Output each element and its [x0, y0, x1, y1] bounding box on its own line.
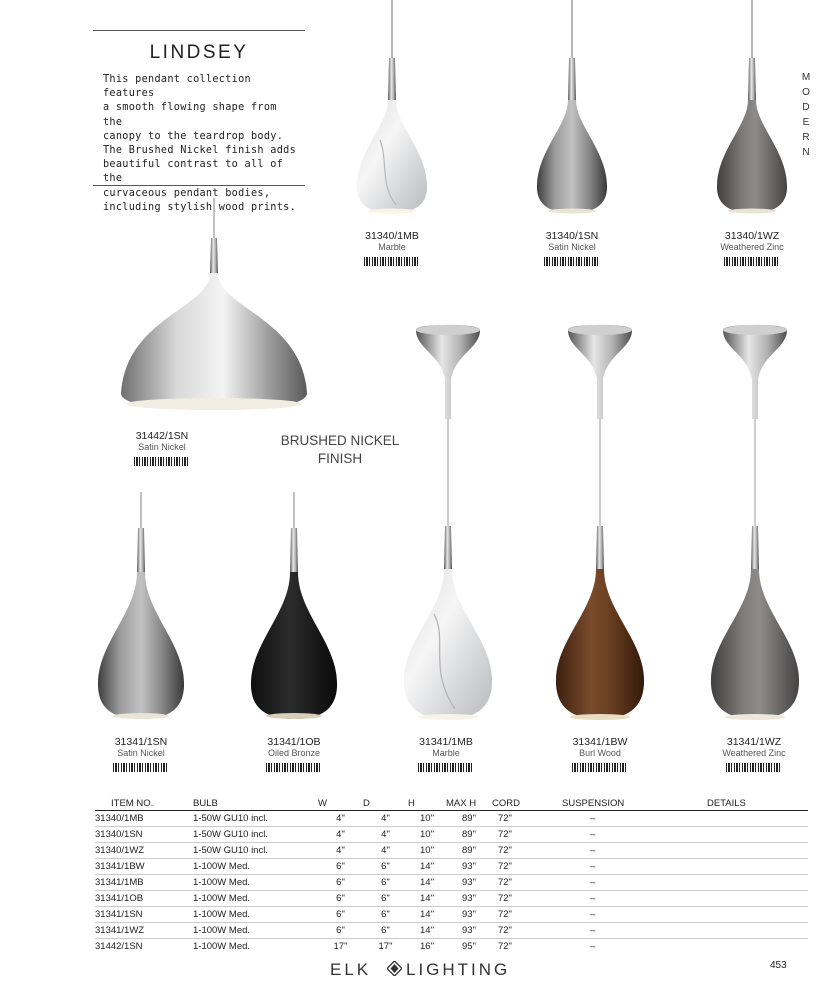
table-cell: 31341/1WZ — [95, 923, 193, 939]
table-cell: 31341/1BW — [95, 859, 193, 875]
barcode — [544, 257, 600, 266]
table-cell: 14" — [408, 907, 446, 923]
column-header: CORD — [492, 797, 562, 811]
table-cell: 4" — [363, 843, 408, 859]
table-cell: 72" — [492, 907, 562, 923]
table-cell: 89" — [446, 827, 492, 843]
table-cell: – — [562, 811, 707, 827]
barcode — [266, 763, 322, 772]
page-number: 453 — [770, 960, 787, 971]
table-cell: – — [562, 843, 707, 859]
product-caption — [337, 230, 447, 266]
side-label-letter: N — [802, 147, 812, 158]
table-row — [95, 891, 808, 907]
product-caption — [697, 230, 807, 266]
product-caption — [517, 230, 627, 266]
diamond-icon — [387, 961, 402, 976]
pendant-31341-1sn — [95, 492, 187, 724]
column-header: SUSPENSION — [562, 797, 707, 811]
product-finish: Weathered Zinc — [720, 242, 784, 252]
description-line: This pendant collection features — [103, 74, 251, 100]
table-cell: 1-100W Med. — [193, 923, 318, 939]
elk-lighting-logo — [330, 958, 540, 982]
table-cell: – — [562, 907, 707, 923]
table-row — [95, 811, 808, 827]
product-caption — [86, 736, 196, 772]
pendant-31442-1sn — [118, 198, 313, 416]
table-cell: 10" — [408, 811, 446, 827]
intro-box — [93, 30, 305, 213]
table-cell: 10" — [408, 843, 446, 859]
table-cell: 93" — [446, 875, 492, 891]
table-cell: 31340/1SN — [95, 827, 193, 843]
collection-description — [103, 73, 299, 215]
product-finish: Oiled Bronze — [267, 748, 321, 758]
product-code: 31340/1MB — [365, 230, 419, 242]
description-line: a smooth flowing shape from the — [103, 102, 277, 128]
collection-title: LINDSEY — [149, 42, 249, 63]
column-header: D — [363, 797, 408, 811]
table-cell: – — [562, 875, 707, 891]
barcode — [134, 457, 190, 466]
table-cell: 31341/1OB — [95, 891, 193, 907]
product-caption — [391, 736, 501, 772]
table-row — [95, 907, 808, 923]
description-line: canopy to the teardrop body. — [103, 130, 284, 142]
product-caption — [239, 736, 349, 772]
product-code: 31341/1OB — [267, 736, 321, 748]
table-cell — [707, 939, 808, 955]
table-cell: 93" — [446, 907, 492, 923]
table-cell: 72" — [492, 875, 562, 891]
table-cell: 72" — [492, 859, 562, 875]
spec-table-header — [95, 797, 808, 811]
table-cell — [707, 891, 808, 907]
pendant-31340-1wz — [710, 0, 795, 215]
table-cell: 1-100W Med. — [193, 859, 318, 875]
table-row — [95, 939, 808, 955]
finish-label — [270, 432, 410, 468]
barcode — [726, 763, 782, 772]
description-line: including stylish wood prints. — [103, 201, 297, 213]
table-cell: 93" — [446, 859, 492, 875]
column-header: W — [318, 797, 363, 811]
product-finish: Marble — [432, 748, 460, 758]
table-cell: 6" — [363, 907, 408, 923]
table-cell: 6" — [318, 907, 363, 923]
description-line: The Brushed Nickel finish adds — [103, 145, 297, 157]
table-cell: 1-50W GU10 incl. — [193, 827, 318, 843]
table-cell: 4" — [318, 811, 363, 827]
barcode — [418, 763, 474, 772]
table-cell: 4" — [318, 827, 363, 843]
table-row — [95, 827, 808, 843]
table-cell — [707, 907, 808, 923]
table-cell: 14" — [408, 923, 446, 939]
pendant-31341-1ob — [248, 492, 340, 724]
side-label-letter: M — [801, 72, 813, 83]
table-cell: 14" — [408, 875, 446, 891]
table-cell: 17" — [378, 941, 393, 952]
category-side-label — [800, 70, 814, 160]
table-cell: 4" — [318, 843, 363, 859]
table-cell: 31442/1SN — [95, 941, 143, 952]
table-cell — [707, 811, 808, 827]
table-cell: – — [562, 923, 707, 939]
spec-table — [95, 797, 808, 954]
product-finish: Weathered Zinc — [722, 748, 786, 758]
table-cell: 1-100W Med. — [193, 875, 318, 891]
table-cell: – — [562, 827, 707, 843]
table-cell: – — [562, 859, 707, 875]
table-cell: 72" — [492, 843, 562, 859]
table-cell: 6" — [363, 891, 408, 907]
table-cell: 93" — [446, 923, 492, 939]
table-cell: 10" — [408, 827, 446, 843]
table-cell: 16" — [420, 941, 434, 952]
table-cell: 72" — [492, 923, 562, 939]
table-cell: 72" — [492, 891, 562, 907]
logo-text: LIGHTING — [406, 960, 511, 979]
product-finish: Marble — [378, 242, 406, 252]
finish-label-line: BRUSHED NICKEL — [280, 433, 400, 448]
description-line: beautiful contrast to all of the — [103, 159, 284, 185]
product-finish: Satin Nickel — [138, 442, 186, 452]
table-cell: 72" — [492, 811, 562, 827]
product-code: 31340/1SN — [545, 230, 599, 242]
product-finish: Satin Nickel — [548, 242, 596, 252]
table-cell: 6" — [363, 859, 408, 875]
table-cell: 6" — [318, 859, 363, 875]
product-finish: Burl Wood — [579, 748, 621, 758]
table-cell: 1-100W Med. — [193, 907, 318, 923]
table-cell: 1-50W GU10 incl. — [193, 811, 318, 827]
column-header: DETAILS — [707, 797, 808, 811]
column-header: H — [408, 797, 446, 811]
side-label-letter: O — [802, 87, 812, 98]
table-cell: – — [562, 891, 707, 907]
table-cell — [707, 827, 808, 843]
logo-text: ELK — [330, 960, 372, 979]
product-caption — [699, 736, 809, 772]
table-row — [95, 843, 808, 859]
pendant-31340-1mb — [350, 0, 435, 215]
finish-label-line: FINISH — [317, 451, 363, 466]
table-cell: 6" — [318, 875, 363, 891]
table-cell — [707, 843, 808, 859]
product-code: 31341/1MB — [419, 736, 473, 748]
product-code: 31341/1SN — [114, 736, 168, 748]
table-cell: 6" — [363, 923, 408, 939]
table-cell: 31341/1SN — [95, 907, 193, 923]
side-label-letter: D — [802, 102, 812, 113]
table-cell: 1-50W GU10 incl. — [193, 843, 318, 859]
column-header: ITEM NO. — [95, 797, 193, 811]
column-header: BULB — [193, 797, 318, 811]
column-header: MAX H — [446, 797, 492, 811]
product-finish: Satin Nickel — [117, 748, 165, 758]
table-cell: 6" — [318, 923, 363, 939]
table-cell: 17" — [333, 941, 348, 952]
barcode — [572, 763, 628, 772]
table-cell: 31340/1WZ — [95, 843, 193, 859]
table-cell: 1-100W Med. — [193, 891, 318, 907]
table-row — [95, 859, 808, 875]
table-cell: 1-100W Med. — [193, 941, 251, 952]
barcode — [364, 257, 420, 266]
table-cell: – — [590, 941, 596, 952]
table-cell: 4" — [363, 827, 408, 843]
side-label-letter: E — [802, 117, 812, 128]
product-code: 31442/1SN — [135, 430, 189, 442]
table-cell: 93" — [446, 891, 492, 907]
pendant-31341-1mb — [400, 324, 496, 724]
table-cell: 72" — [498, 941, 512, 952]
pendant-31341-1wz — [707, 324, 803, 724]
table-cell: 4" — [363, 811, 408, 827]
table-cell: 31341/1MB — [95, 875, 193, 891]
table-cell: 6" — [363, 875, 408, 891]
table-cell — [707, 923, 808, 939]
product-caption — [545, 736, 655, 772]
table-cell: 95" — [462, 941, 476, 952]
table-cell: 14" — [408, 891, 446, 907]
table-cell — [707, 875, 808, 891]
table-cell: 72" — [492, 827, 562, 843]
table-cell: 89" — [446, 843, 492, 859]
table-row — [95, 923, 808, 939]
description-line: curvaceous pendant bodies, — [103, 187, 271, 199]
pendant-31340-1sn — [530, 0, 615, 215]
barcode — [724, 257, 780, 266]
product-caption — [107, 430, 217, 466]
pendant-31341-1bw — [552, 324, 648, 724]
side-label-letter: R — [802, 132, 812, 143]
table-cell: 89" — [446, 811, 492, 827]
table-cell: 31340/1MB — [95, 811, 193, 827]
barcode — [113, 763, 169, 772]
product-code: 31341/1WZ — [726, 736, 782, 748]
table-cell — [707, 859, 808, 875]
table-row — [95, 875, 808, 891]
table-cell: 14" — [408, 859, 446, 875]
product-code: 31341/1BW — [572, 736, 628, 748]
product-code: 31340/1WZ — [724, 230, 780, 242]
table-cell: 6" — [318, 891, 363, 907]
